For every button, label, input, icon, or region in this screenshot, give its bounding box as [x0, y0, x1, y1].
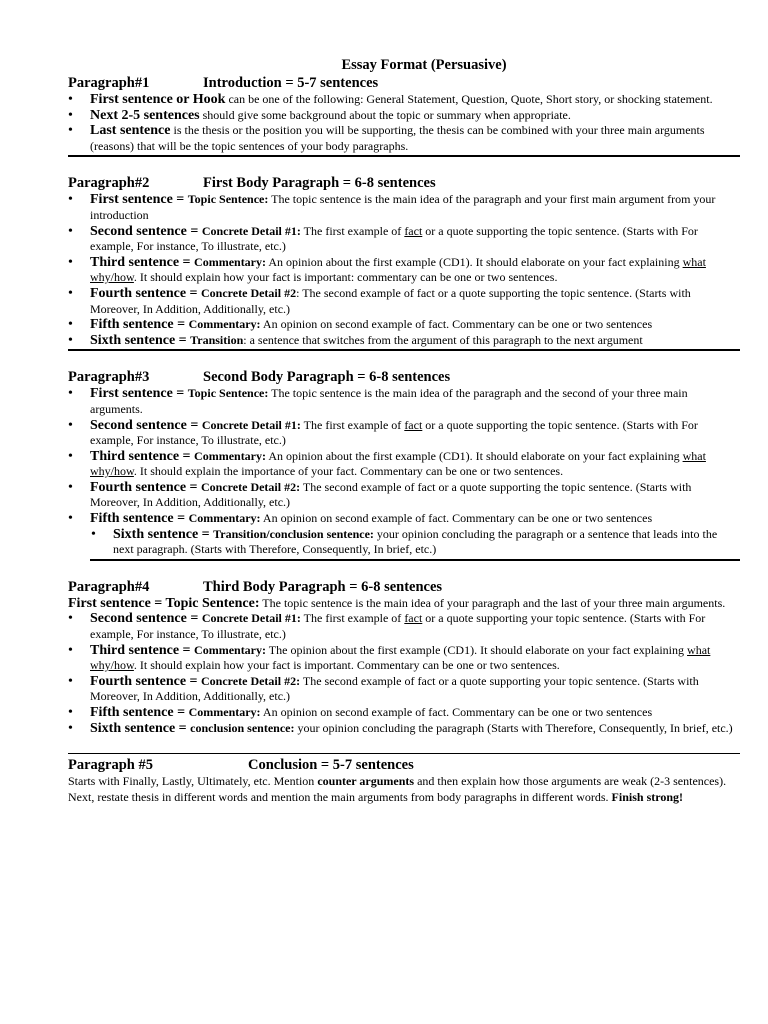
text-run-bold: Finish strong!	[611, 789, 684, 804]
item-text: is the thesis or the position you will be supporting, the thesis can be combined with your three main arguments (reasons) that will be the topic sentences of your body paragraphs.	[90, 123, 705, 153]
list-item	[68, 108, 740, 124]
item-label: Commentary:	[194, 254, 267, 269]
item-label: Topic Sentence:	[187, 192, 269, 207]
list-item	[68, 92, 740, 108]
item-lead: First sentence =	[90, 192, 188, 208]
item-lead: Third sentence =	[90, 642, 195, 658]
section-title: Introduction = 5-7 sentences	[203, 75, 379, 91]
list-item	[91, 527, 740, 558]
item-text: An opinion on second example of fact. Commentary can be one or two sentences	[260, 705, 653, 719]
item-text: or a quote supporting the topic sentence. (Starts with For example, For instance, To illustrate, etc.)	[90, 223, 698, 254]
sentence-list	[68, 386, 740, 558]
list-item	[68, 286, 740, 317]
section-heading	[68, 74, 740, 92]
list-item	[68, 386, 740, 417]
item-label: Concrete Detail #2	[201, 285, 297, 300]
item-text: The first example of	[300, 611, 405, 626]
list-item	[68, 192, 740, 223]
text-run: and then explain how those arguments are weak (2-3 sentences). Next, restate thesis in different words and mention the main arguments from body paragraphs in different words.	[68, 774, 727, 804]
section-number: Paragraph#3	[68, 369, 150, 386]
list-item	[68, 480, 740, 511]
list-item	[68, 674, 740, 705]
item-text: your opinion concluding the paragraph (Starts with Therefore, Consequently, In brief, etc.)	[294, 720, 733, 735]
section-heading	[68, 578, 740, 596]
item-lead: Fifth sentence =	[90, 511, 189, 527]
section-title: Conclusion = 5-7 sentences	[248, 757, 414, 774]
document-title	[68, 56, 740, 74]
section-title: First Body Paragraph = 6-8 sentences	[203, 175, 436, 192]
document-title-text: Essay Format (Persuasive)	[341, 57, 507, 73]
section-heading	[68, 174, 740, 192]
topic-sentence-line	[68, 596, 740, 612]
list-item	[68, 317, 740, 333]
item-lead: Third sentence =	[90, 448, 195, 464]
section-paragraph-2	[68, 174, 740, 348]
section-number: Paragraph#4	[68, 578, 150, 595]
underlined-term: fact	[404, 223, 423, 238]
item-label: conclusion sentence:	[190, 720, 295, 735]
item-text: An opinion on second example of fact. Commentary can be one or two sentences	[260, 317, 653, 332]
list-item	[68, 449, 740, 480]
item-text: : The second example of fact or a quote supporting the topic sentence. (Starts with Moreover, In Addition, Additionally, etc.)	[90, 285, 691, 316]
item-label: Concrete Detail #1:	[201, 611, 301, 626]
item-text: The first example of	[300, 417, 405, 432]
section-number: Paragraph #5	[68, 757, 153, 774]
item-text: can be one of the following: General Statement, Question, Quote, Short story, or shocking statement.	[225, 92, 713, 106]
item-text: . It should explain how your fact is important. Commentary can be one or two sentences.	[133, 658, 560, 673]
item-label: Commentary:	[188, 317, 261, 332]
item-lead: Next 2-5 sentences	[90, 107, 200, 123]
item-text: The second example of fact or a quote supporting the topic sentence. (Starts with Moreover, In Addition, Additionally, etc.)	[90, 479, 692, 510]
list-item	[68, 123, 740, 154]
text-run: Starts with Finally, Lastly, Ultimately, etc. Mention	[68, 774, 318, 789]
item-text: An opinion about the first example (CD1). It should elaborate on your fact explaining	[266, 448, 683, 463]
item-label: Concrete Detail #1:	[201, 223, 301, 238]
item-label: Concrete Detail #2:	[201, 673, 301, 688]
item-lead: Fourth sentence =	[90, 479, 202, 495]
item-label: Commentary:	[194, 448, 267, 463]
item-label: Commentary:	[188, 511, 261, 526]
divider	[68, 349, 740, 351]
item-lead: Sixth sentence =	[113, 526, 214, 542]
item-lead: Sixth sentence =	[90, 720, 191, 736]
underlined-term: fact	[404, 417, 423, 432]
list-item	[68, 333, 740, 349]
item-label: Transition/conclusion sentence:	[213, 526, 374, 541]
item-label: Concrete Detail #1:	[201, 417, 301, 432]
section-paragraph-4	[68, 578, 740, 736]
item-lead: Last sentence	[90, 123, 171, 139]
divider	[68, 155, 740, 157]
list-item	[68, 705, 740, 721]
underlined-term: what why/how	[90, 254, 706, 285]
list-item	[68, 418, 740, 449]
item-lead: Third sentence =	[90, 254, 195, 270]
item-lead: Sixth sentence =	[90, 332, 191, 348]
list-item	[68, 611, 740, 642]
item-lead: Fourth sentence =	[90, 285, 202, 301]
conclusion-text	[68, 774, 740, 805]
list-item	[68, 255, 740, 286]
item-lead: First sentence =	[90, 386, 188, 402]
item-text: : a sentence that switches from the argument of this paragraph to the next argument	[243, 332, 643, 347]
section-title: Second Body Paragraph = 6-8 sentences	[203, 369, 451, 386]
underlined-term: what why/how	[90, 642, 711, 673]
text-run-bold: counter arguments	[317, 774, 415, 789]
list-item	[68, 224, 740, 255]
sentence-list	[68, 92, 740, 154]
item-label: Commentary:	[188, 705, 261, 719]
item-text: . It should explain the importance of your fact. Commentary can be one or two sentences.	[133, 464, 564, 479]
item-lead: Second sentence =	[90, 611, 202, 627]
item-text: The second example of fact or a quote supporting your topic sentence. (Starts with Moreover, In Addition, Additionally, etc.)	[90, 673, 699, 704]
item-text: or a quote supporting the topic sentence. (Starts with For example, For instance, To illustrate, etc.)	[90, 417, 698, 448]
section-heading	[68, 756, 740, 774]
item-text: The topic sentence is the main idea of the paragraph and the second of your three main arguments.	[90, 386, 688, 416]
section-paragraph-5	[68, 756, 740, 805]
item-text: . It should explain how your fact is important: commentary can be one or two sentences.	[133, 270, 558, 285]
item-text: The topic sentence is the main idea of your paragraph and the last of your three main arguments.	[259, 595, 726, 610]
section-heading	[68, 368, 740, 386]
item-text: The opinion about the first example (CD1). It should elaborate on your fact explaining	[266, 642, 688, 657]
section-paragraph-3	[68, 368, 740, 558]
item-text: An opinion about the first example (CD1). It should elaborate on your fact explaining	[266, 254, 683, 269]
item-lead: Second sentence =	[90, 417, 202, 433]
item-lead: Second sentence =	[90, 223, 202, 239]
section-paragraph-1	[68, 74, 740, 154]
item-text: An opinion on second example of fact. Commentary can be one or two sentences	[260, 511, 653, 526]
item-text: your opinion concluding the paragraph or a sentence that leads into the next paragraph. (Starts with Therefore, Consequently, In brief, etc.)	[113, 526, 718, 557]
item-text: should give some background about the topic or summary when appropriate.	[199, 107, 571, 122]
item-text: The first example of	[300, 223, 405, 238]
section-number: Paragraph#2	[68, 175, 150, 192]
list-item	[68, 643, 740, 674]
item-text: The topic sentence is the main idea of the paragraph and your first main argument from your introduction	[90, 192, 716, 222]
section-number: Paragraph#1	[68, 75, 150, 91]
item-text: or a quote supporting your topic sentence. (Starts with For example, For instance, To illustrate, etc.)	[90, 611, 706, 642]
divider	[90, 559, 740, 561]
sentence-list	[68, 192, 740, 348]
item-lead: Fifth sentence =	[90, 705, 189, 720]
item-lead: Fifth sentence =	[90, 317, 189, 333]
list-item	[68, 511, 740, 527]
item-label: Transition	[190, 332, 244, 347]
underlined-term: fact	[404, 611, 423, 626]
item-label: Commentary:	[194, 642, 267, 657]
item-lead: First sentence = Topic Sentence:	[68, 595, 260, 611]
section-title: Third Body Paragraph = 6-8 sentences	[203, 578, 443, 595]
item-lead: First sentence or Hook	[90, 92, 226, 107]
list-item	[68, 721, 740, 737]
item-lead: Fourth sentence =	[90, 673, 202, 689]
underlined-term: what why/how	[90, 448, 706, 479]
item-label: Concrete Detail #2:	[201, 479, 301, 494]
sentence-list	[68, 611, 740, 736]
divider	[68, 753, 740, 754]
item-label: Topic Sentence:	[187, 386, 269, 401]
